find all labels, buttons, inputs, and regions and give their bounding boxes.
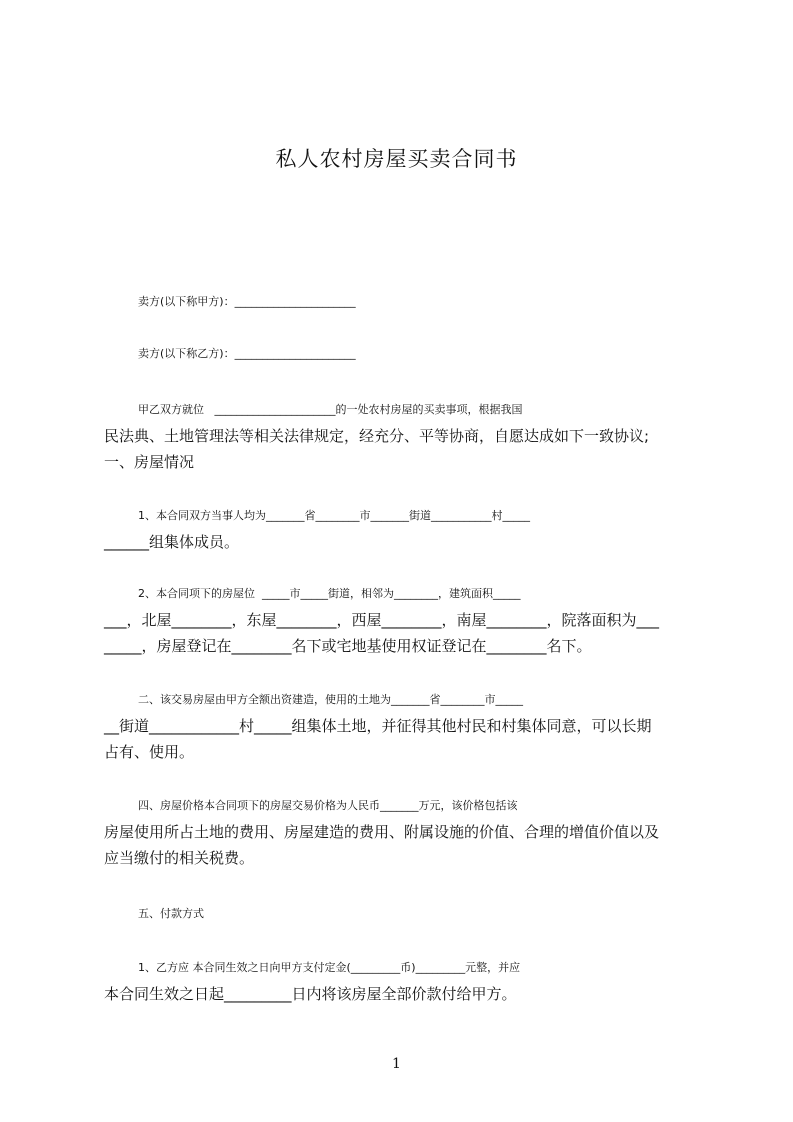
section-4-line-3: 应当缴付的相关税费。 <box>104 849 255 867</box>
payment-line-2: 本合同生效之日起_________日内将该房屋全部价款付给甲方。 <box>104 985 517 1003</box>
clause-2-line-2: ___，北屋________，东屋________，西屋________，南屋________，院落面积为___ <box>104 611 660 629</box>
clause-1-line-2: ______组集体成员。 <box>104 533 240 551</box>
section-2-line-1: 二、该交易房屋由甲方全额出资建造，使用的土地为_______省________市_____ <box>138 693 523 706</box>
clause-2-line-3: _____，房屋登记在________名下或宅地基使用权证登记在________名下。 <box>104 637 592 655</box>
clause-2-line-1: 2、本合同项下的房屋位 _____市_____街道，相邻为________，建筑面积_____ <box>138 587 521 600</box>
document-title: 私人农村房屋买卖合同书 <box>275 147 518 171</box>
section-5-heading: 五、付款方式 <box>138 907 204 920</box>
section-2-line-3: 占有、使用。 <box>104 743 195 761</box>
intro-line-2: 民法典、土地管理法等相关法律规定，经充分、平等协商，自愿达成如下一致协议; <box>104 427 650 445</box>
clause-1-line-1: 1、本合同双方当事人均为_______省________市_______街道___________村_____ <box>138 509 530 522</box>
intro-line-1: 甲乙双方就位 ______________________的一处农村房屋的买卖事项，根据我国 <box>138 403 523 416</box>
section-4-line-2: 房屋使用所占土地的费用、房屋建造的费用、附属设施的价值、合理的增值价值以及 <box>104 823 660 841</box>
seller-a-line: 卖方(以下称甲方)：______________________ <box>138 295 356 308</box>
section-4-line-1: 四、房屋价格本合同项下的房屋交易价格为人民币_______万元，该价格包括该 <box>138 799 518 812</box>
payment-line-1: 1、乙方应 本合同生效之日向甲方支付定金(_________币)_________元整，并应 <box>138 961 521 974</box>
section-2-line-2: __街道____________村_____组集体土地，并征得其他村民和村集体同意，可以长期 <box>104 717 652 735</box>
section-1-heading: 一、房屋情况 <box>104 453 195 471</box>
page-number: 1 <box>392 1056 401 1072</box>
seller-b-line: 卖方(以下称乙方)：______________________ <box>138 347 356 360</box>
